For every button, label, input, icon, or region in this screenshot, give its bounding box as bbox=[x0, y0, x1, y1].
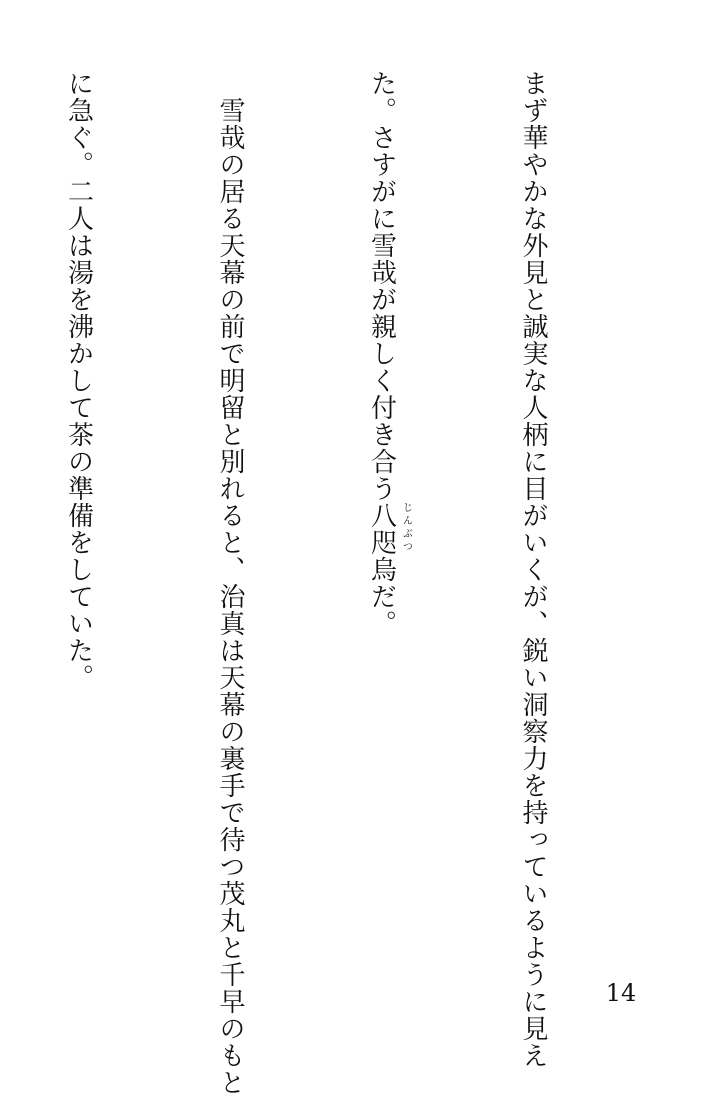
text-run: だ。 bbox=[366, 583, 397, 637]
page-number: 14 bbox=[605, 979, 637, 1007]
ruby-word bbox=[366, 502, 412, 583]
text-column-3 bbox=[205, 70, 256, 1096]
text-column-1 bbox=[508, 70, 559, 1069]
text-run: まず華やかな外見と誠実な人柄に目がいくが、鋭い洞察力を持っているように見え bbox=[518, 70, 548, 1069]
ruby-base-text: 八咫烏 bbox=[366, 502, 397, 583]
text-run: 雪哉の居る天幕の前で明留と別れると、治真は天幕の裏手で待つ茂丸と千早のもと bbox=[215, 70, 245, 1096]
furigana: じんぶつ bbox=[400, 502, 412, 554]
text-run: た。さすがに雪哉が親しく付き合う bbox=[366, 70, 397, 502]
text-column-4 bbox=[53, 70, 104, 960]
text-column-2 bbox=[356, 70, 412, 960]
text-run: に急ぐ。二人は湯を沸かして茶の準備をしていた。 bbox=[63, 70, 94, 691]
